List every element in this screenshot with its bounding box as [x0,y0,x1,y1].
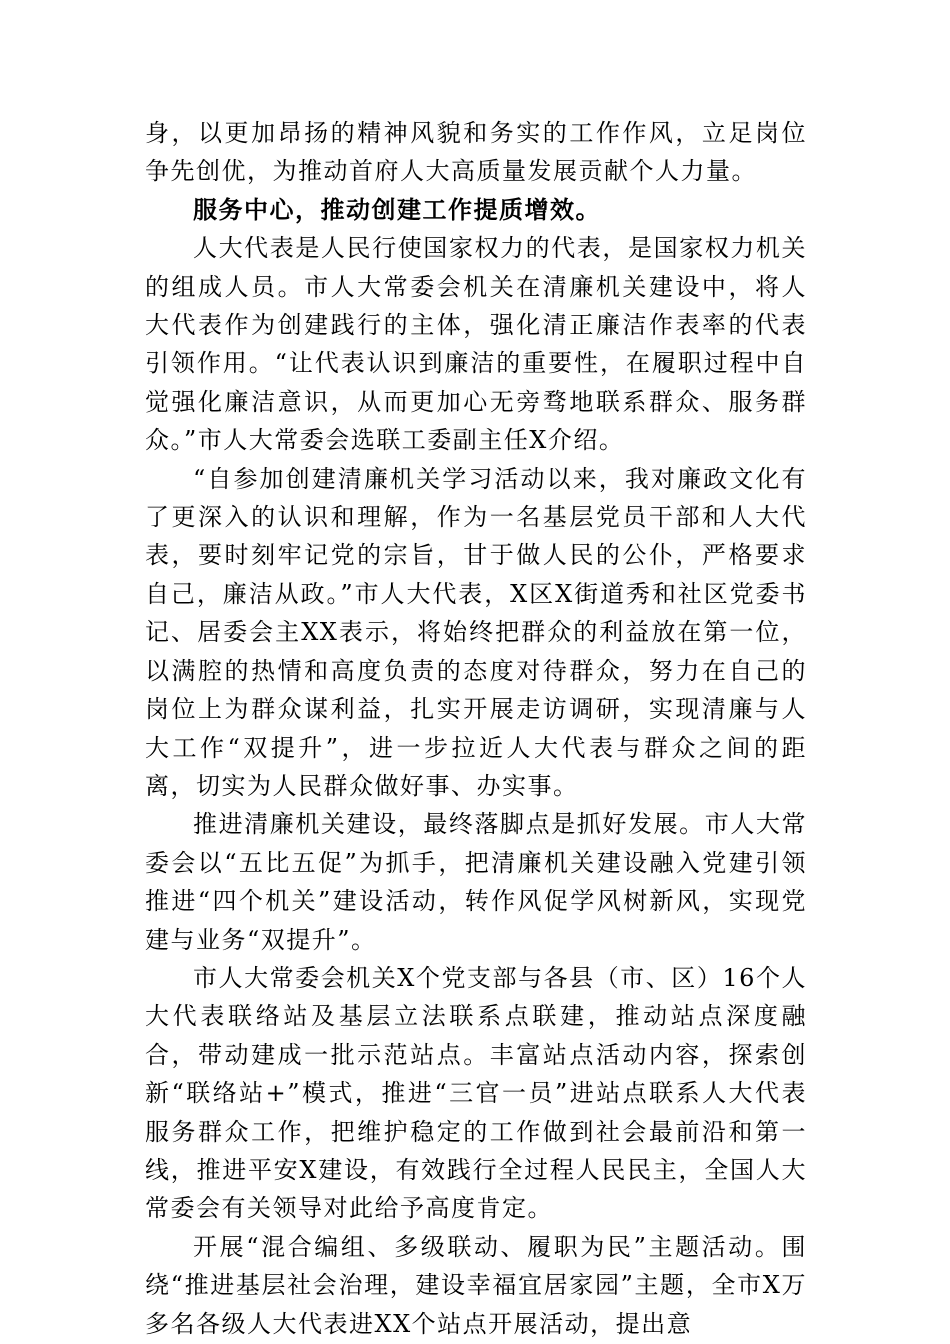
paragraph-theme-activity: 开展“混合编组、多级联动、履职为民”主题活动。围绕“推进基层社会治理，建设幸福宜居家园”主题，全市X万多名各级人大代表进XX个站点开展活动，提出意 [145,1232,807,1338]
document-page [145,114,807,1343]
paragraph-development: 推进清廉机关建设，最终落脚点是抓好发展。市人大常委会以“五比五促”为抓手，把清廉机关建设融入党建引领推进“四个机关”建设活动，转作风促学风树新风，实现党建与业务“双提升”。 [145,810,807,954]
paragraph-deputy-quote: “自参加创建清廉机关学习活动以来，我对廉政文化有了更深入的认识和理解，作为一名基层党员干部和人大代表，要时刻牢记党的宗旨，甘于做人民的公仆，严格要求自己，廉洁从政。”市人大代表，X区X街道秀和社区党委书记、居委会主XX表示，将始终把群众的利益放在第一位，以满腔的热情和高度负责的态度对待群众，努力在自己的岗位上为群众谋利益，扎实开展走访调研，实现清廉与人大工作“双提升”，进一步拉近人大代表与群众之间的距离，切实为人民群众做好事、办实事。 [145,464,807,800]
section-heading: 服务中心，推动创建工作提质增效。 [193,194,601,224]
paragraph-liaison-stations: 市人大常委会机关X个党支部与各县（市、区）16个人大代表联络站及基层立法联系点联建，推动站点深度融合，带动建成一批示范站点。丰富站点活动内容，探索创新“联络站+”模式，推进“三官一员”进站点联系人大代表服务群众工作，把维护稳定的工作做到社会最前沿和第一线，推进平安X建设，有效践行全过程人民民主，全国人大常委会有关领导对此给予高度肯定。 [145,963,807,1223]
paragraph-deputies-role: 人大代表是人民行使国家权力的代表，是国家权力机关的组成人员。市人大常委会机关在清廉机关建设中，将人大代表作为创建践行的主体，强化清正廉洁作表率的代表引领作用。“让代表认识到廉洁的重要性，在履职过程中自觉强化廉洁意识，从而更加心无旁骛地联系群众、服务群众。”市人大常委会选联工委副主任X介绍。 [145,234,807,455]
paragraph-continuation: 身，以更加昂扬的精神风貌和务实的工作作风，立足岗位争先创优，为推动首府人大高质量发展贡献个人力量。 [145,119,807,186]
